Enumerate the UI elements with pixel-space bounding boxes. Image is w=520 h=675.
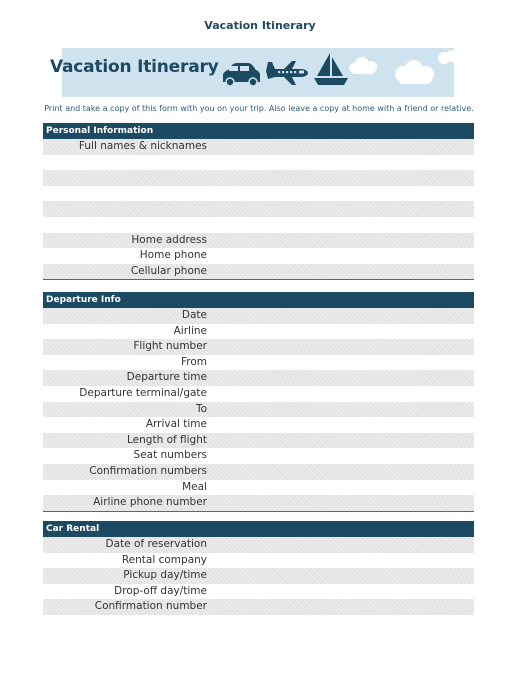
- field-label: Drop-off day/time: [114, 584, 207, 597]
- form-row: [43, 308, 474, 324]
- section-personal-information: [43, 123, 474, 280]
- form-row: [43, 464, 474, 480]
- form-row: [43, 417, 474, 433]
- form-row: [43, 355, 474, 371]
- car-icon: [223, 63, 260, 86]
- field-input[interactable]: [210, 370, 474, 386]
- form-row: [43, 495, 474, 511]
- field-label: Full names & nicknames: [78, 140, 207, 152]
- form-row: [43, 433, 474, 449]
- form-row: [43, 584, 474, 600]
- section-car-rental: [43, 521, 474, 615]
- field-input[interactable]: [210, 308, 474, 324]
- field-label: From: [180, 355, 207, 368]
- field-input[interactable]: [210, 402, 474, 418]
- field-input[interactable]: [210, 537, 474, 553]
- field-label: Date of reservation: [105, 538, 207, 550]
- section-header: Departure Info: [43, 292, 474, 308]
- field-label: Airline phone number: [93, 496, 207, 509]
- field-input[interactable]: [210, 448, 474, 464]
- field-label: Rental company: [121, 553, 207, 566]
- field-input[interactable]: [210, 495, 474, 511]
- field-input[interactable]: [210, 155, 474, 171]
- field-label: Departure terminal/gate: [79, 386, 207, 399]
- form-row: [43, 170, 474, 186]
- form-row: [43, 155, 474, 171]
- field-input[interactable]: [210, 464, 474, 480]
- field-label: Date: [181, 309, 207, 321]
- section-departure-info: [43, 292, 474, 512]
- form-row: [43, 248, 474, 264]
- banner-title: Vacation Itinerary: [50, 57, 219, 77]
- section-divider: [43, 279, 474, 280]
- page-title: Vacation Itinerary: [204, 19, 316, 32]
- form-row: [43, 201, 474, 217]
- field-input[interactable]: [210, 217, 474, 233]
- form-row: [43, 186, 474, 202]
- form-row: [43, 386, 474, 402]
- field-label: Airline: [173, 324, 207, 337]
- form-row: [43, 370, 474, 386]
- form-row: [43, 233, 474, 249]
- field-input[interactable]: [210, 170, 474, 186]
- form-row: [43, 599, 474, 615]
- cloud-icon: [349, 50, 454, 84]
- form-row: [43, 402, 474, 418]
- field-label: Cellular phone: [130, 264, 207, 277]
- field-input[interactable]: [210, 433, 474, 449]
- field-input[interactable]: [210, 480, 474, 496]
- form-row: [43, 217, 474, 233]
- section-header: Personal Information: [43, 123, 474, 139]
- field-input[interactable]: [210, 324, 474, 340]
- form-row: [43, 537, 474, 553]
- form-row: [43, 339, 474, 355]
- form-row: [43, 264, 474, 280]
- field-input[interactable]: [210, 186, 474, 202]
- field-input[interactable]: [210, 553, 474, 569]
- field-label: Confirmation number: [94, 600, 207, 613]
- field-input[interactable]: [210, 417, 474, 433]
- section-header: Car Rental: [43, 521, 474, 537]
- form-row: [43, 568, 474, 584]
- field-input[interactable]: [210, 339, 474, 355]
- form-row: [43, 324, 474, 340]
- field-input[interactable]: [210, 264, 474, 280]
- field-label: Confirmation numbers: [89, 464, 207, 477]
- section-divider: [43, 511, 474, 512]
- field-label: Arrival time: [145, 418, 207, 431]
- field-input[interactable]: [210, 568, 474, 584]
- field-label: Meal: [182, 480, 207, 493]
- field-label: To: [195, 402, 207, 415]
- field-label: Seat numbers: [133, 449, 207, 462]
- field-label: Flight number: [133, 340, 207, 353]
- field-input[interactable]: [210, 584, 474, 600]
- field-input[interactable]: [210, 139, 474, 155]
- form-row: [43, 480, 474, 496]
- field-input[interactable]: [210, 201, 474, 217]
- form-row: [43, 553, 474, 569]
- field-input[interactable]: [210, 355, 474, 371]
- field-label: Home address: [131, 233, 207, 246]
- field-label: Home phone: [139, 249, 207, 262]
- field-label: Length of flight: [127, 433, 207, 446]
- sailboat-icon: [314, 53, 348, 85]
- field-label: Pickup day/time: [123, 569, 207, 582]
- airplane-icon: [266, 61, 308, 85]
- field-label: Departure time: [126, 371, 207, 384]
- instructions-text: Print and take a copy of this form with you on your trip. Also leave a copy at home with a friend or relative.: [44, 104, 474, 113]
- field-input[interactable]: [210, 248, 474, 264]
- form-row: [43, 139, 474, 155]
- form-row: [43, 448, 474, 464]
- field-input[interactable]: [210, 599, 474, 615]
- field-input[interactable]: [210, 386, 474, 402]
- field-input[interactable]: [210, 233, 474, 249]
